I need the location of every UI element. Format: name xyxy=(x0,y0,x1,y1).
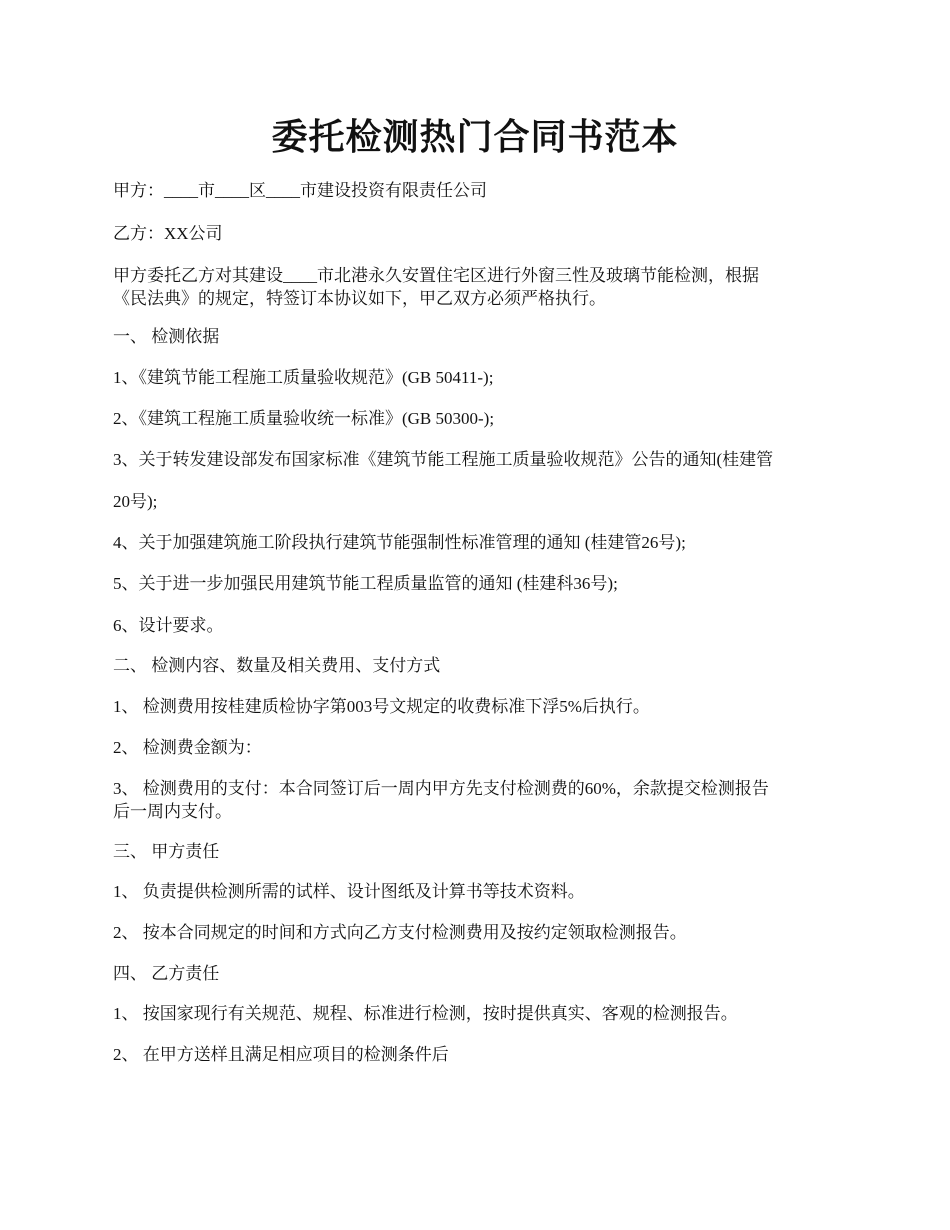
section-3-heading: 三、 甲方责任 xyxy=(113,842,220,861)
section-1-item-1: 1、《建筑节能工程施工质量验收规范》(GB 50411-); xyxy=(113,368,494,387)
intro-line-2: 《民法典》的规定，特签订本协议如下，甲乙双方必须严格执行。 xyxy=(113,289,606,308)
section-2-item-1: 1、 检测费用按桂建质检协字第003号文规定的收费标准下浮5%后执行。 xyxy=(113,697,650,716)
section-1-item-5: 5、关于进一步加强民用建筑节能工程质量监管的通知 (桂建科36号); xyxy=(113,574,618,593)
party-a-line: 甲方：____市____区____市建设投资有限责任公司 xyxy=(113,181,487,200)
section-1-item-2: 2、《建筑工程施工质量验收统一标准》(GB 50300-); xyxy=(113,409,495,428)
section-4-heading: 四、 乙方责任 xyxy=(113,964,220,983)
section-1-item-6: 6、设计要求。 xyxy=(113,616,224,635)
party-b-line: 乙方：XX公司 xyxy=(113,224,223,243)
section-1-heading: 一、 检测依据 xyxy=(113,327,220,346)
section-2-heading: 二、 检测内容、数量及相关费用、支付方式 xyxy=(113,656,441,675)
section-1-item-3: 3、关于转发建设部发布国家标准《建筑节能工程施工质量验收规范》公告的通知(桂建管 xyxy=(113,450,774,469)
intro-line-1: 甲方委托乙方对其建设____市北港永久安置住宅区进行外窗三性及玻璃节能检测，根据 xyxy=(113,266,759,285)
section-3-item-1: 1、 负责提供检测所需的试样、设计图纸及计算书等技术资料。 xyxy=(113,882,585,901)
section-1-item-4: 4、关于加强建筑施工阶段执行建筑节能强制性标准管理的通知 (桂建管26号); xyxy=(113,533,686,552)
section-2-item-3-cont: 后一周内支付。 xyxy=(113,802,232,821)
section-1-item-3-cont: 20号); xyxy=(113,492,158,511)
document-title: 委托检测热门合同书范本 xyxy=(271,116,679,158)
section-2-item-2: 2、 检测费金额为： xyxy=(113,738,262,757)
section-4-item-2: 2、 在甲方送样且满足相应项目的检测条件后 xyxy=(113,1045,449,1064)
section-4-item-1: 1、 按国家现行有关规范、规程、标准进行检测，按时提供真实、客观的检测报告。 xyxy=(113,1004,738,1023)
section-3-item-2: 2、 按本合同规定的时间和方式向乙方支付检测费用及按约定领取检测报告。 xyxy=(113,923,687,942)
section-2-item-3: 3、 检测费用的支付：本合同签订后一周内甲方先支付检测费的60%，余款提交检测报告 xyxy=(113,779,769,798)
